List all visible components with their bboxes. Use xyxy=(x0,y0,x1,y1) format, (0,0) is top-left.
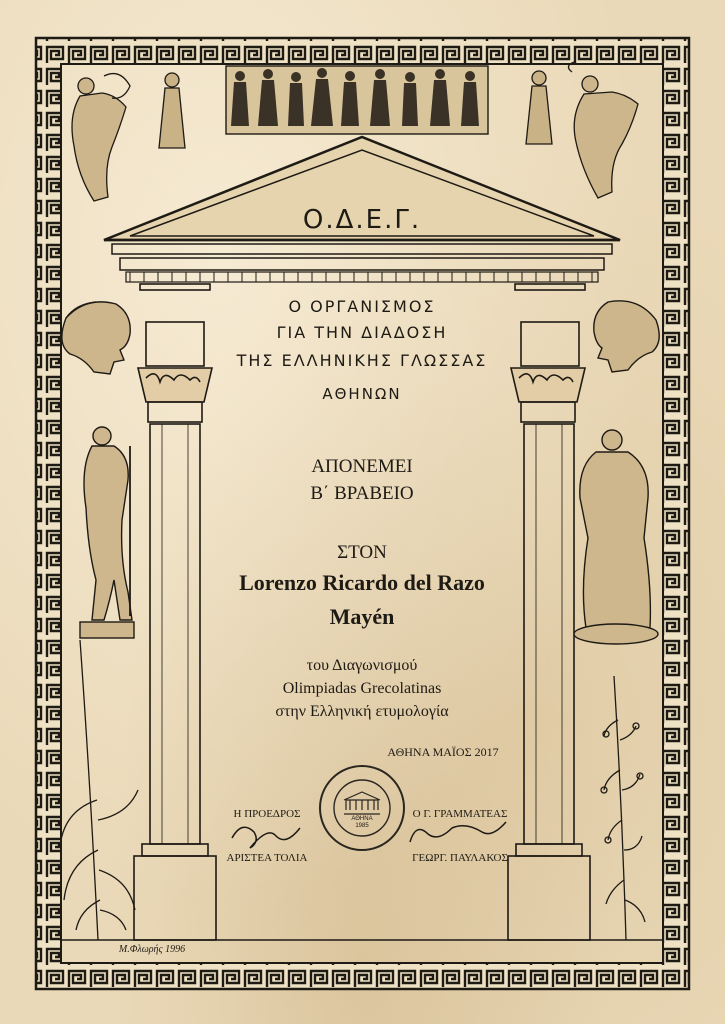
seal-year: 1985 xyxy=(355,823,369,829)
organization-line-4: ΑΘΗΝΩΝ xyxy=(322,385,402,403)
recipient-name-line-1: Lorenzo Ricardo del Razo xyxy=(239,570,485,595)
to-line: ΣΤΟΝ xyxy=(337,542,387,563)
prize-line: Β΄ ΒΡΑΒΕΙΟ xyxy=(310,483,414,504)
seal xyxy=(320,766,404,850)
statue-hermes-left xyxy=(80,427,134,638)
left-signature xyxy=(232,827,300,848)
plant-right xyxy=(601,676,645,940)
left-signatory-title: Η ΠΡΟΕΔΡΟΣ xyxy=(233,808,301,820)
plant-left xyxy=(61,640,138,940)
contest-line-2: Olimpiadas Grecolatinas xyxy=(282,680,442,697)
artist-signature: Μ.Φλωρής 1996 xyxy=(118,944,186,955)
statue-zeus-right xyxy=(574,430,658,644)
figure-top-right-standing xyxy=(526,71,552,144)
organization-line-2: ΓΙΑ ΤΗΝ ΔΙΑΔΟΣΗ xyxy=(276,323,448,342)
right-signatory-title: Ο Γ. ΓΡΑΜΜΑΤΕΑΣ xyxy=(412,808,508,820)
figure-top-right-dancer xyxy=(568,62,638,198)
recipient-name-line-2: Mayén xyxy=(329,604,395,629)
organization-line-3: ΤΗΣ ΕΛΛΗΝΙΚΗΣ ΓΛΩΣΣΑΣ xyxy=(236,351,488,370)
seal-city: ΑΘΗΝΑ xyxy=(351,816,373,822)
head-left xyxy=(62,302,130,374)
figure-top-left-standing xyxy=(159,73,185,148)
top-frieze-figures xyxy=(226,66,488,134)
organization-acronym: Ο.Δ.Ε.Γ. xyxy=(302,205,422,235)
organization-line-1: Ο ΟΡΓΑΝΙΣΜΟΣ xyxy=(288,297,436,316)
head-right xyxy=(594,301,659,372)
contest-line-3: στην Ελληνική ετυμολογία xyxy=(275,703,449,720)
left-signatory-name: ΑΡΙΣΤΕΑ ΤΟΛΙΑ xyxy=(226,852,308,864)
figure-top-left-dancer xyxy=(72,74,130,201)
right-signatory-name: ΓΕΩΡΓ. ΠΑΥΛΑΚΟΣ xyxy=(412,852,508,864)
right-signature xyxy=(410,822,506,842)
place-date: ΑΘΗΝΑ ΜΑΪΟΣ 2017 xyxy=(387,745,499,759)
awards-line: ΑΠΟΝΕΜΕΙ xyxy=(311,456,413,477)
contest-line-1: του Διαγωνισμού xyxy=(306,657,418,674)
